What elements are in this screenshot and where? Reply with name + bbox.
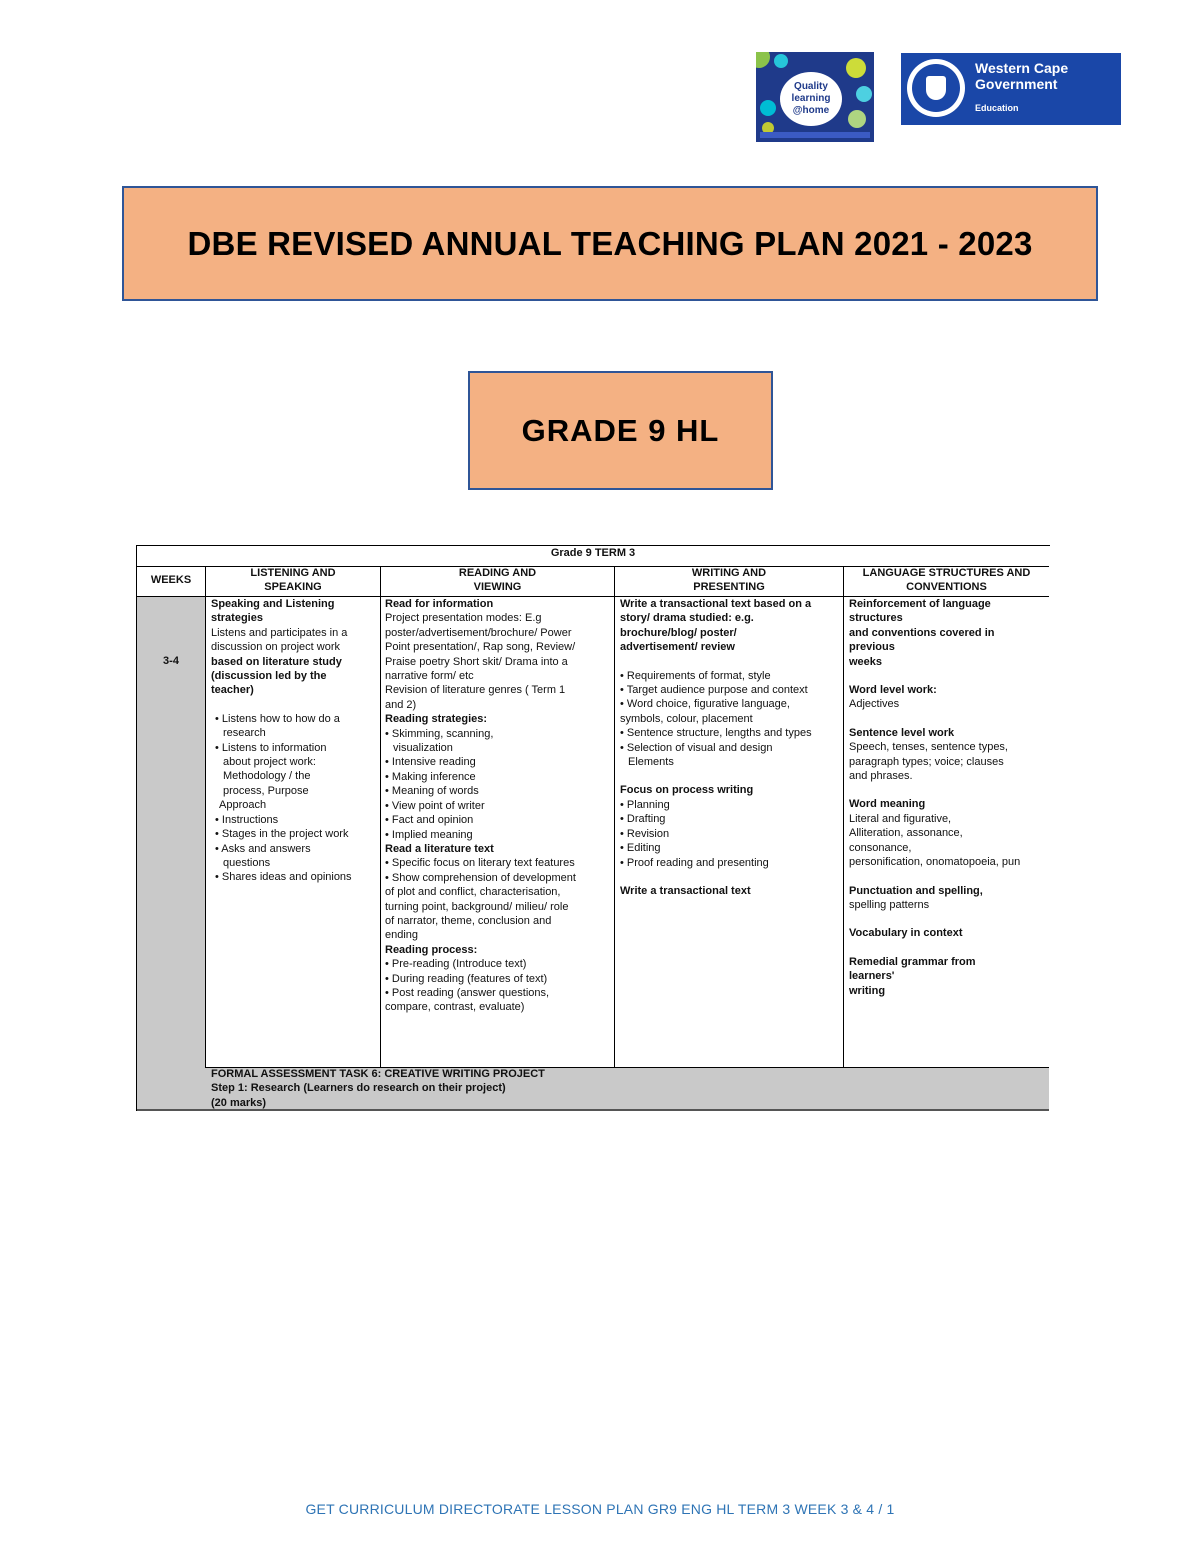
weeks-value: 3-4 xyxy=(163,655,179,667)
reading-line: Read for information xyxy=(385,598,494,610)
reading-line: ending xyxy=(385,929,419,942)
listening-bullet: • Shares ideas and opinions xyxy=(215,871,352,884)
writing-line: • Planning xyxy=(620,798,670,811)
reading-line: • Implied meaning xyxy=(385,828,473,841)
assessment-row xyxy=(211,1067,1011,1110)
listening-line: Listens and participates in a xyxy=(211,626,348,639)
language-line: spelling patterns xyxy=(849,898,930,911)
listening-bullet: • Instructions xyxy=(215,813,279,826)
language-line: Sentence level work xyxy=(849,726,955,739)
writing-line: • Editing xyxy=(620,842,661,855)
writing-line: • Target audience purpose and context xyxy=(620,684,808,697)
reading-cell xyxy=(385,597,613,1015)
western-cape-logo xyxy=(901,53,1121,125)
language-line: Vocabulary in context xyxy=(849,927,963,940)
listening-line: strategies xyxy=(211,612,263,625)
reading-line: • Pre-reading (Introduce text) xyxy=(385,958,527,971)
listening-line: teacher) xyxy=(211,684,254,697)
quality-learning-logo xyxy=(756,52,874,142)
reading-line: Revision of literature genres ( Term 1 xyxy=(385,684,566,697)
language-line: structures xyxy=(849,612,903,625)
writing-line: Write a transactional text based on a xyxy=(620,598,812,610)
reading-line: of narrator, theme, conclusion and xyxy=(385,914,552,927)
western-cape-name: Western Cape Government xyxy=(975,60,1069,92)
writing-line: • Revision xyxy=(620,827,670,840)
language-line: previous xyxy=(849,641,895,654)
listening-bullet: • Listens to information xyxy=(215,741,327,754)
listening-bullet-cont: about project work: xyxy=(223,756,316,769)
assessment-line: (20 marks) xyxy=(211,1096,267,1109)
writing-line: brochure/blog/ poster/ xyxy=(620,626,737,639)
language-line: Alliteration, assonance, xyxy=(849,827,963,840)
reading-line: • Making inference xyxy=(385,770,476,783)
writing-cell xyxy=(620,597,842,898)
reading-line: • Skimming, scanning, xyxy=(385,727,494,740)
language-line: Word meaning xyxy=(849,798,926,811)
writing-line: • Drafting xyxy=(620,813,666,826)
listening-bullet: • Asks and answers xyxy=(215,842,311,855)
writing-line: Focus on process writing xyxy=(620,784,754,797)
reading-line: • Specific focus on literary text features xyxy=(385,857,575,870)
reading-line: • Meaning of words xyxy=(385,785,479,798)
reading-line: compare, contrast, evaluate) xyxy=(385,1001,525,1014)
grid-line xyxy=(380,566,381,1067)
reading-line: poster/advertisement/brochure/ Power xyxy=(385,626,572,639)
language-cell xyxy=(849,597,1049,998)
writing-line: • Proof reading and presenting xyxy=(620,856,769,869)
reading-line: Read a literature text xyxy=(385,842,494,855)
reading-line: visualization xyxy=(393,742,453,755)
listening-line: based on literature study xyxy=(211,655,342,668)
page-footer: GET CURRICULUM DIRECTORATE LESSON PLAN GR9 ENG HL TERM 3 WEEK 3 & 4 / 1 xyxy=(305,1501,895,1517)
reading-line: • Show comprehension of development xyxy=(385,871,576,884)
grade-title: GRADE 9 HL xyxy=(468,371,773,490)
listening-line: Speaking and Listening xyxy=(211,598,335,610)
language-line: Reinforcement of language xyxy=(849,598,991,610)
reading-line: • Post reading (answer questions, xyxy=(385,986,550,999)
logo-strip xyxy=(760,132,870,138)
language-line: Literal and figurative, xyxy=(849,812,952,825)
quality-learning-text: Quality learning @home xyxy=(780,72,842,126)
listening-bullet: • Listens how to how do a xyxy=(215,712,340,725)
writing-line: • Requirements of format, style xyxy=(620,669,771,682)
language-line: Adjectives xyxy=(849,698,900,711)
writing-line: story/ drama studied: e.g. xyxy=(620,612,754,625)
document-title: DBE REVISED ANNUAL TEACHING PLAN 2021 - 2023 xyxy=(122,186,1098,301)
writing-line: Elements xyxy=(628,756,674,769)
reading-line: and 2) xyxy=(385,698,417,711)
reading-line: Praise poetry Short skit/ Drama into a xyxy=(385,655,568,668)
listening-bullet-cont: Methodology / the xyxy=(223,770,311,783)
listening-bullet-cont: process, Purpose xyxy=(223,784,309,797)
listening-bullet: • Stages in the project work xyxy=(215,828,349,841)
reading-line: Project presentation modes: E.g xyxy=(385,612,542,625)
header-writing: WRITING AND PRESENTING xyxy=(691,567,767,594)
language-line: weeks xyxy=(849,655,883,668)
grid-line xyxy=(205,566,206,1067)
reading-line: • View point of writer xyxy=(385,799,485,812)
teaching-plan-table xyxy=(136,545,1050,1111)
reading-line: • Intensive reading xyxy=(385,756,476,769)
assessment-line: Step 1: Research (Learners do research on their project) xyxy=(211,1082,506,1095)
table-title: Grade 9 TERM 3 xyxy=(550,547,636,559)
language-line: Punctuation and spelling, xyxy=(849,884,983,897)
writing-line: symbols, colour, placement xyxy=(620,712,753,725)
language-line: writing xyxy=(849,984,886,997)
reading-line: Reading strategies: xyxy=(385,713,488,726)
header-language: LANGUAGE STRUCTURES AND CONVENTIONS xyxy=(862,567,1031,594)
reading-line: of plot and conflict, characterisation, xyxy=(385,886,561,899)
reading-line: Point presentation/, Rap song, Review/ xyxy=(385,641,576,654)
listening-bullet-cont: questions xyxy=(223,856,271,869)
reading-line: turning point, background/ milieu/ role xyxy=(385,900,569,913)
reading-line: • During reading (features of text) xyxy=(385,972,548,985)
writing-line: • Word choice, figurative language, xyxy=(620,698,790,711)
writing-line: advertisement/ review xyxy=(620,641,735,654)
reading-line: narrative form/ etc xyxy=(385,670,474,683)
language-line: personification, onomatopoeia, pun xyxy=(849,856,1021,869)
language-line: learners' xyxy=(849,970,895,983)
listening-cell xyxy=(211,597,379,885)
language-line: consonance, xyxy=(849,841,912,854)
writing-line: Write a transactional text xyxy=(620,884,751,897)
writing-line: • Selection of visual and design xyxy=(620,741,773,754)
language-line: and conventions covered in xyxy=(849,626,995,639)
listening-bullet-cont: Approach xyxy=(219,799,267,812)
grid-line xyxy=(843,566,844,1067)
crest-icon xyxy=(907,59,965,117)
listening-bullet-cont: research xyxy=(223,727,266,740)
reading-line: Reading process: xyxy=(385,943,478,956)
listening-line: (discussion led by the xyxy=(211,670,327,683)
language-line: Speech, tenses, sentence types, xyxy=(849,741,1008,754)
language-line: and phrases. xyxy=(849,770,913,783)
language-line: paragraph types; voice; clauses xyxy=(849,755,1004,768)
western-cape-sub: Education xyxy=(975,103,1019,113)
header-reading: READING AND VIEWING xyxy=(458,567,537,594)
writing-line: • Sentence structure, lengths and types xyxy=(620,727,812,740)
grid-line xyxy=(614,566,615,1067)
header-listening: LISTENING AND SPEAKING xyxy=(250,567,336,594)
listening-line: discussion on project work xyxy=(211,641,341,654)
language-line: Remedial grammar from xyxy=(849,955,976,968)
assessment-line: FORMAL ASSESSMENT TASK 6: CREATIVE WRITING PROJECT xyxy=(211,1068,545,1080)
header-weeks: WEEKS xyxy=(150,574,192,586)
language-line: Word level work: xyxy=(849,684,937,697)
reading-line: • Fact and opinion xyxy=(385,814,474,827)
